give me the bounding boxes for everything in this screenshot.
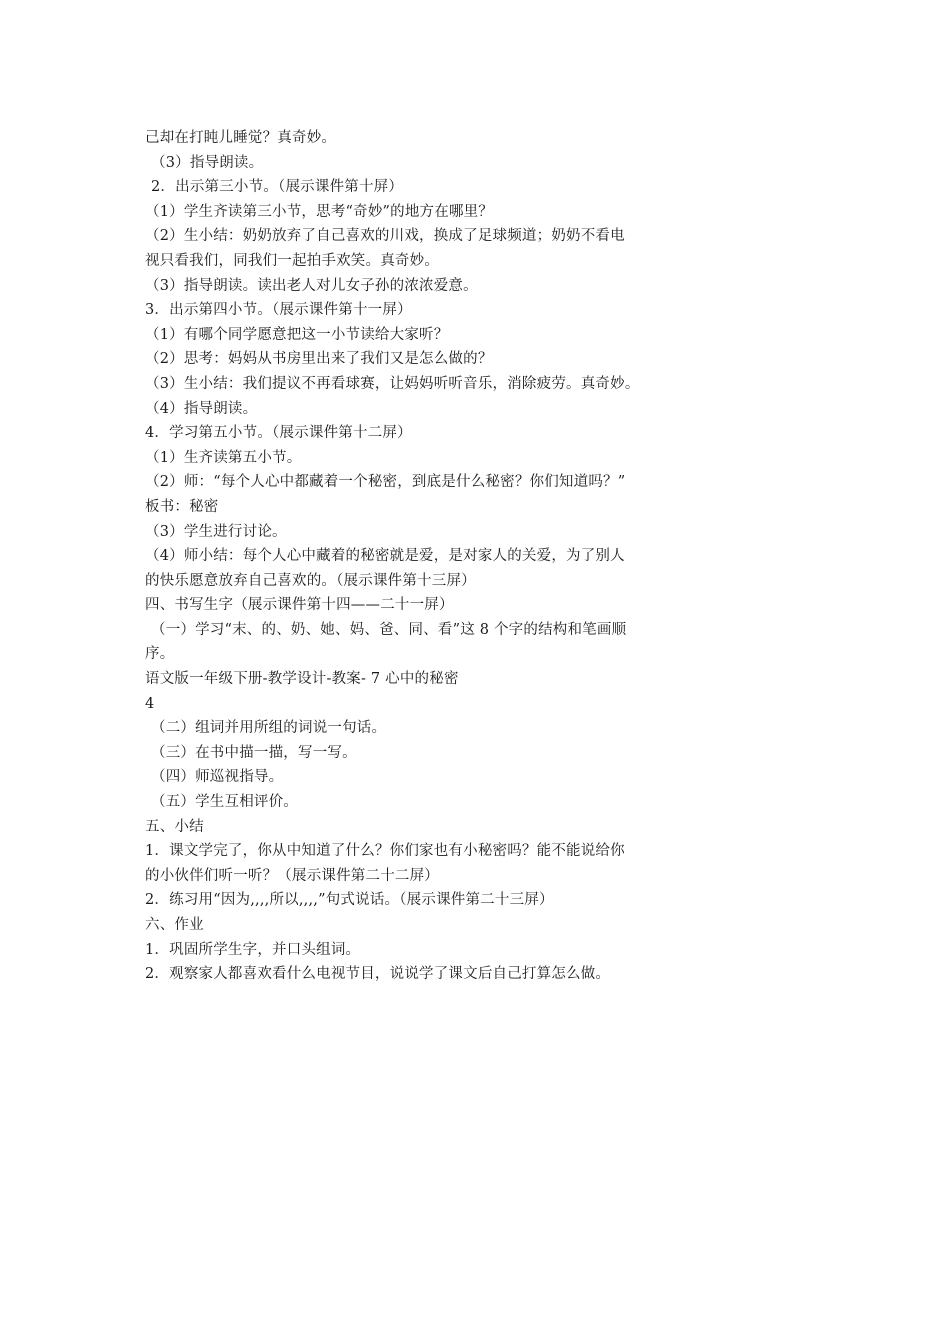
text-line: 视只看我们，同我们一起拍手欢笑。真奇妙。 bbox=[145, 252, 439, 269]
text-line: （3）生小结：我们提议不再看球赛，让妈妈听听音乐，消除疲劳。真奇妙。 bbox=[145, 375, 640, 392]
text-line: （3）指导朗读。读出老人对儿女子孙的浓浓爱意。 bbox=[145, 277, 478, 294]
text-line: 四、书写生字（展示课件第十四——二十一屏） bbox=[145, 597, 454, 614]
text-line: 4．学习第五小节。（展示课件第十二屏） bbox=[145, 425, 412, 442]
text-line: （3）学生进行讨论。 bbox=[145, 523, 287, 540]
text-line: （1）学生齐读第三小节，思考“奇妙”的地方在哪里？ bbox=[145, 203, 494, 220]
text-line: 板书：秘密 bbox=[145, 498, 219, 515]
text-line: 六、作业 bbox=[145, 917, 204, 933]
document-body bbox=[145, 126, 755, 987]
text-line: （1）生齐读第五小节。 bbox=[145, 449, 302, 466]
text-line: 3．出示第四小节。（展示课件第十一屏） bbox=[145, 302, 412, 319]
text-line: （4）师小结：每个人心中藏着的秘密就是爱，是对家人的关爱，为了别人 bbox=[145, 548, 625, 565]
text-line: 2．练习用“因为,,,,所以,,,,”句式说话。（展示课件第二十三屏） bbox=[145, 892, 554, 909]
text-line: 序。 bbox=[145, 646, 175, 663]
text-line: （三）在书中描一描，写一写。 bbox=[151, 744, 357, 761]
text-line: 1．课文学完了，你从中知道了什么？你们家也有小秘密吗？能不能说给你 bbox=[145, 843, 625, 860]
text-line: （4）指导朗读。 bbox=[145, 400, 258, 417]
text-line: 的快乐愿意放弃自己喜欢的。（展示课件第十三屏） bbox=[145, 572, 476, 589]
text-line: （2）师：“每个人心中都藏着一个秘密，到底是什么秘密？你们知道吗？” bbox=[145, 474, 626, 491]
text-line: 的小伙伴们听一听？（展示课件第二十二屏） bbox=[145, 867, 439, 884]
text-line: 己却在打盹儿睡觉？真奇妙。 bbox=[145, 130, 337, 146]
text-line: 五、小结 bbox=[145, 818, 204, 835]
text-line: （二）组词并用所组的词说一句话。 bbox=[151, 720, 387, 737]
text-line: （3）指导朗读。 bbox=[151, 154, 264, 171]
text-line: （四）师巡视指导。 bbox=[151, 769, 284, 786]
text-line: 1．巩固所学生字，并口头组词。 bbox=[145, 941, 361, 958]
text-line: 4 bbox=[145, 695, 155, 712]
text-line: （五）学生互相评价。 bbox=[151, 794, 298, 811]
text-line: 语文版一年级下册-教学设计-教案- 7 心中的秘密 bbox=[145, 671, 459, 688]
text-line: （2）生小结：奶奶放弃了自己喜欢的川戏，换成了足球频道；奶奶不看电 bbox=[145, 228, 625, 245]
text-line: （2）思考：妈妈从书房里出来了我们又是怎么做的？ bbox=[145, 351, 493, 368]
text-line: 2．观察家人都喜欢看什么电视节目，说说学了课文后自己打算怎么做。 bbox=[145, 966, 611, 983]
text-line: （1）有哪个同学愿意把这一小节读给大家听？ bbox=[145, 326, 449, 343]
text-line: （一）学习“末、的、奶、她、妈、爸、同、看”这 8 个字的结构和笔画顺 bbox=[151, 621, 627, 638]
text-line: 2．出示第三小节。（展示课件第十屏） bbox=[151, 179, 404, 196]
